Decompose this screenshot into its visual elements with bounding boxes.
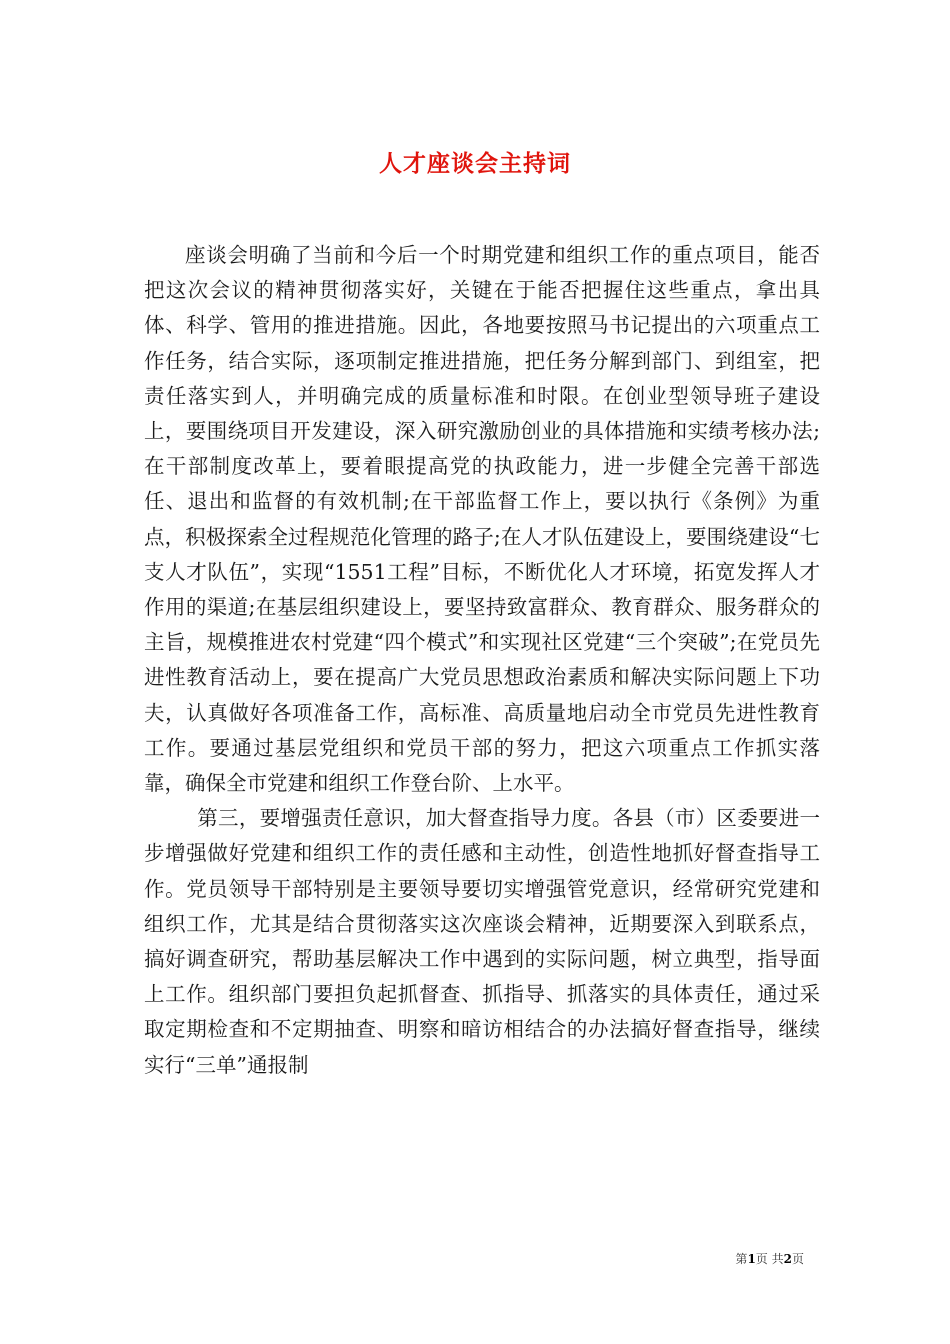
footer-prefix: 第 [735, 1252, 748, 1266]
paragraph: 第三，要增强责任意识，加大督查指导力度。各县（市）区委要进一步增强做好党建和组织工作的责任感和主动性，创造性地抓好督查指导工作。党员领导干部特别是主要领导要切实增强管党意识，经常研究党建和组织工作，尤其是结合贯彻落实这次座谈会精神，近期要深入到联系点，搞好调查研究，帮助基层解决工作中遇到的实际问题，树立典型，指导面上工作。组织部门要担负起抓督查、抓指导、抓落实的具体责任，通过采取定期检查和不定期抽查、明察和暗访相结合的办法搞好督查指导，继续实行“三单”通报制 [144, 806, 820, 1077]
document-title: 人才座谈会主持词 [379, 150, 571, 178]
document-body [144, 238, 820, 1083]
page-number-footer [735, 1250, 804, 1267]
total-pages-number: 2 [783, 1252, 792, 1266]
current-page-number: 1 [747, 1252, 756, 1266]
footer-suffix: 页 [791, 1252, 804, 1266]
footer-middle: 页 共 [755, 1252, 784, 1266]
paragraph: 座谈会明确了当前和今后一个时期党建和组织工作的重点项目，能否把这次会议的精神贯彻落实好，关键在于能否把握住这些重点，拿出具体、科学、管用的推进措施。因此，各地要按照马书记提出的六项重点工作任务，结合实际，逐项制定推进措施，把任务分解到部门、到组室，把责任落实到人，并明确完成的质量标准和时限。在创业型领导班子建设上，要围绕项目开发建设，深入研究激励创业的具体措施和实绩考核办法;在干部制度改革上，要着眼提高党的执政能力，进一步健全完善干部选任、退出和监督的有效机制;在干部监督工作上，要以执行《条例》为重点，积极探索全过程规范化管理的路子;在人才队伍建设上，要围绕建设“七支人才队伍”，实现“1551工程”目标，不断优化人才环境，拓宽发挥人才作用的渠道;在基层组织建设上，要坚持致富群众、教育群众、服务群众的主旨，规模推进农村党建“四个模式”和实现社区党建“三个突破”;在党员先进性教育活动上，要在提高广大党员思想政治素质和解决实际问题上下功夫，认真做好各项准备工作，高标准、高质量地启动全市党员先进性教育工作。要通过基层党组织和党员干部的努力，把这六项重点工作抓实落靠，确保全市党建和组织工作登台阶、上水平。 [144, 243, 820, 796]
